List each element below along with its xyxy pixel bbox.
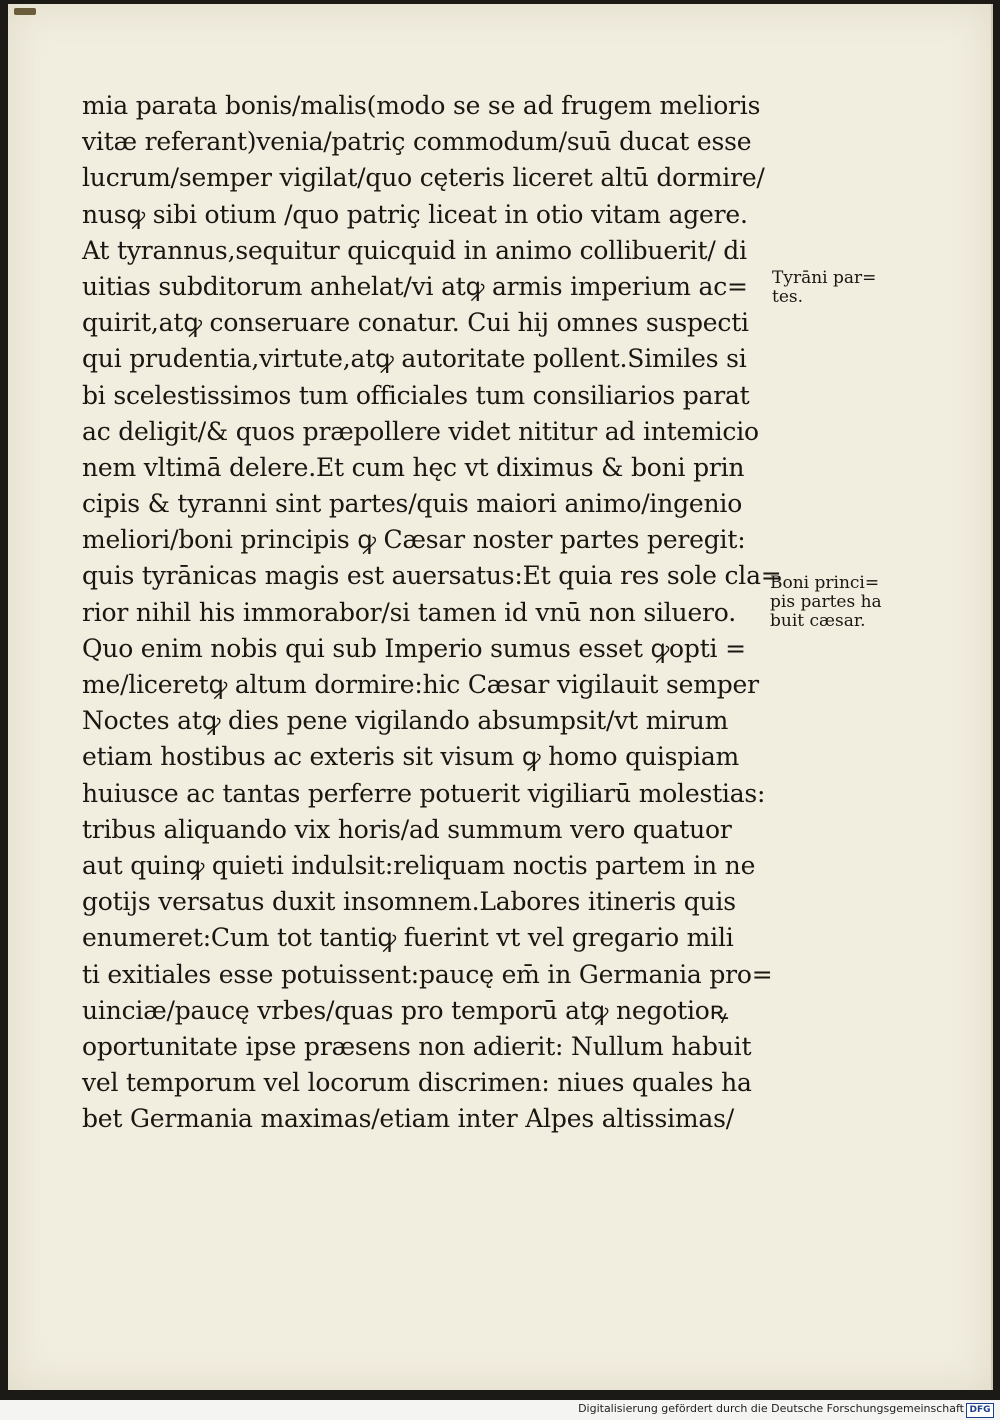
text-line: mia parata bonis/malis(modo se se ad frugem melioris — [82, 91, 761, 120]
text-line: me/liceretꝙ altum dormire:hic Cæsar vigilauit semper — [82, 670, 759, 699]
main-text-block — [82, 88, 782, 1137]
funding-credit: Digitalisierung gefördert durch die Deutsche Forschungsgemeinschaft — [578, 1402, 964, 1415]
text-line: qui prudentia,virtute,atꝙ autoritate pollent.Similes si — [82, 344, 747, 374]
marginal-line: tes. — [772, 287, 804, 307]
marginal-line: pis partes ha — [770, 592, 882, 612]
text-line: nem vltimā delere.Et cum hęc vt diximus & boni prin — [82, 452, 745, 482]
text-line: etiam hostibus ac exteris sit visum ꝙ homo quispiam — [82, 742, 740, 772]
book-page — [8, 4, 993, 1390]
text-line: cipis & tyranni sint partes/quis maiori animo/ingenio — [82, 489, 743, 519]
text-line: oportunitate ipse præsens non adierit: Nullum habuit — [82, 1031, 752, 1061]
dfg-logo: DFG — [966, 1403, 994, 1418]
text-line: ac deligit/& quos præpollere videt nititur ad intemicio — [82, 416, 759, 446]
text-line: At tyrannus,sequitur quicquid in animo collibuerit/ di — [82, 235, 747, 265]
text-line: ti exitiales esse potuissent:paucę em̄ in Germania pro= — [82, 959, 773, 989]
text-line: vitæ referant)venia/patriç commodum/suū ducat esse — [82, 127, 752, 157]
text-line: Quo enim nobis qui sub Imperio sumus esset ꝙopti = — [82, 633, 746, 663]
marginal-note-tyranni — [772, 269, 876, 307]
text-line: bet Germania maximas/etiam inter Alpes altissimas/ — [82, 1104, 734, 1134]
text-line: rior nihil his immorabor/si tamen id vnū non siluero. — [82, 597, 736, 627]
text-line: huiusce ac tantas perferre potuerit vigiliarū molestias: — [82, 778, 766, 808]
text-line: uinciæ/paucę vrbes/quas pro temporū atꝙ negotioꝶ — [82, 995, 729, 1025]
text-line: meliori/boni principis ꝙ Cæsar noster partes peregit: — [82, 525, 746, 555]
marginal-note-boni-principis — [770, 574, 882, 631]
marginal-line: buit cæsar. — [770, 611, 866, 631]
text-line: gotijs versatus duxit insomnem.Labores itineris quis — [82, 887, 736, 917]
text-line: bi scelestissimos tum officiales tum consiliarios parat — [82, 380, 750, 410]
marginal-line: Tyrāni par= — [772, 268, 877, 288]
marginal-line: Boni princi= — [770, 573, 880, 593]
footer-bar — [0, 1400, 1000, 1420]
text-line: aut quinꝙ quieti indulsit:reliquam noctis partem in ne — [82, 850, 756, 880]
text-line: vel temporum vel locorum discrimen: niues quales ha — [82, 1068, 752, 1098]
text-line: quis tyrānicas magis est auersatus:Et quia res sole cla= — [82, 561, 782, 591]
text-line: uitias subditorum anhelat/vi atꝙ armis imperium ac= — [82, 271, 748, 301]
text-line: tribus aliquando vix horis/ad summum vero quatuor — [82, 814, 732, 844]
page-corner-mark — [14, 8, 36, 15]
text-line: lucrum/semper vigilat/quo cęteris liceret altū dormire/ — [82, 163, 765, 193]
text-line: Noctes atꝙ dies pene vigilando absumpsit/vt mirum — [82, 706, 729, 736]
text-line: quirit,atꝙ conseruare conatur. Cui hij omnes suspecti — [82, 308, 749, 338]
text-line: nusꝙ sibi otium /quo patriç liceat in otio vitam agere. — [82, 199, 748, 229]
text-line: enumeret:Cum tot tantiꝙ fuerint vt vel gregario mili — [82, 923, 734, 953]
